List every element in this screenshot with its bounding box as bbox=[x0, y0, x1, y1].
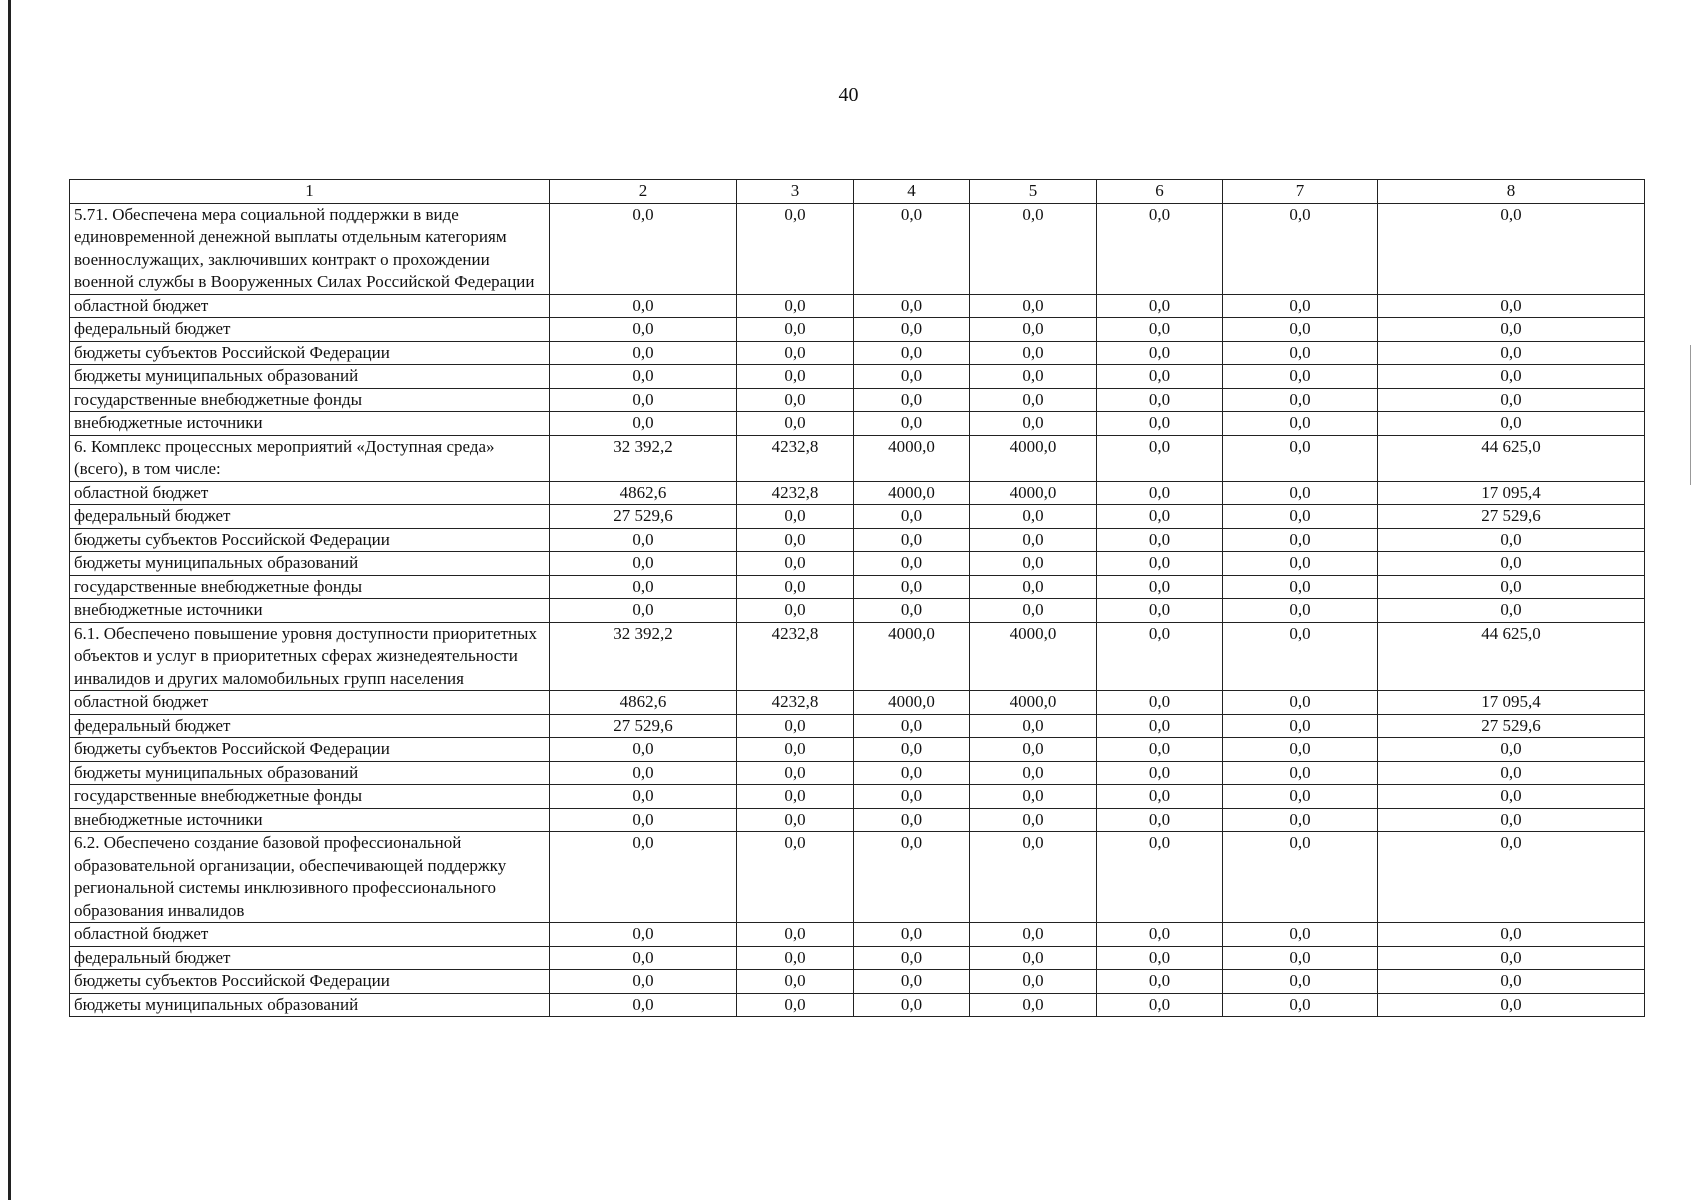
table-row bbox=[70, 435, 1645, 481]
budget-source-label: областной бюджет bbox=[70, 923, 550, 947]
value-cell: 4000,0 bbox=[854, 435, 970, 481]
budget-source-label: внебюджетные источники bbox=[70, 412, 550, 436]
table-header-row bbox=[70, 180, 1645, 204]
value-cell: 0,0 bbox=[1378, 528, 1645, 552]
table-row bbox=[70, 832, 1645, 923]
value-cell: 4000,0 bbox=[970, 622, 1097, 691]
value-cell: 0,0 bbox=[737, 738, 854, 762]
value-cell: 0,0 bbox=[854, 738, 970, 762]
value-cell: 0,0 bbox=[550, 738, 737, 762]
table-row bbox=[70, 365, 1645, 389]
value-cell: 0,0 bbox=[1378, 203, 1645, 294]
table-row bbox=[70, 714, 1645, 738]
value-cell: 0,0 bbox=[1378, 923, 1645, 947]
value-cell: 0,0 bbox=[550, 528, 737, 552]
value-cell: 17 095,4 bbox=[1378, 481, 1645, 505]
value-cell: 0,0 bbox=[737, 946, 854, 970]
value-cell: 0,0 bbox=[737, 923, 854, 947]
value-cell: 0,0 bbox=[1378, 575, 1645, 599]
value-cell: 0,0 bbox=[737, 761, 854, 785]
value-cell: 0,0 bbox=[1378, 365, 1645, 389]
table-row bbox=[70, 691, 1645, 715]
column-header: 3 bbox=[737, 180, 854, 204]
value-cell: 0,0 bbox=[970, 970, 1097, 994]
value-cell: 4000,0 bbox=[854, 481, 970, 505]
budget-source-label: бюджеты субъектов Российской Федерации bbox=[70, 341, 550, 365]
column-header: 6 bbox=[1097, 180, 1223, 204]
budget-source-label: бюджеты муниципальных образований bbox=[70, 365, 550, 389]
value-cell: 0,0 bbox=[854, 993, 970, 1017]
value-cell: 0,0 bbox=[737, 365, 854, 389]
value-cell: 0,0 bbox=[1223, 318, 1378, 342]
value-cell: 0,0 bbox=[1097, 575, 1223, 599]
value-cell: 0,0 bbox=[737, 785, 854, 809]
value-cell: 0,0 bbox=[1378, 738, 1645, 762]
value-cell: 0,0 bbox=[1223, 203, 1378, 294]
value-cell: 0,0 bbox=[854, 599, 970, 623]
value-cell: 0,0 bbox=[1378, 294, 1645, 318]
value-cell: 0,0 bbox=[970, 808, 1097, 832]
budget-source-label: бюджеты муниципальных образований bbox=[70, 761, 550, 785]
value-cell: 0,0 bbox=[1223, 505, 1378, 529]
budget-source-label: бюджеты муниципальных образований bbox=[70, 993, 550, 1017]
value-cell: 0,0 bbox=[970, 505, 1097, 529]
value-cell: 0,0 bbox=[970, 993, 1097, 1017]
value-cell: 0,0 bbox=[854, 970, 970, 994]
budget-source-label: федеральный бюджет bbox=[70, 714, 550, 738]
value-cell: 44 625,0 bbox=[1378, 622, 1645, 691]
value-cell: 0,0 bbox=[854, 505, 970, 529]
value-cell: 0,0 bbox=[1223, 435, 1378, 481]
value-cell: 0,0 bbox=[550, 599, 737, 623]
budget-source-label: бюджеты муниципальных образований bbox=[70, 552, 550, 576]
value-cell: 0,0 bbox=[1223, 808, 1378, 832]
budget-source-label: бюджеты субъектов Российской Федерации bbox=[70, 528, 550, 552]
budget-source-label: внебюджетные источники bbox=[70, 808, 550, 832]
value-cell: 0,0 bbox=[1378, 412, 1645, 436]
value-cell: 0,0 bbox=[550, 203, 737, 294]
budget-source-label: областной бюджет bbox=[70, 481, 550, 505]
value-cell: 0,0 bbox=[737, 294, 854, 318]
table-row bbox=[70, 761, 1645, 785]
budget-source-label: государственные внебюджетные фонды bbox=[70, 575, 550, 599]
value-cell: 0,0 bbox=[737, 575, 854, 599]
table-row bbox=[70, 412, 1645, 436]
value-cell: 4862,6 bbox=[550, 691, 737, 715]
value-cell: 0,0 bbox=[1223, 785, 1378, 809]
value-cell: 0,0 bbox=[854, 808, 970, 832]
value-cell: 4232,8 bbox=[737, 481, 854, 505]
value-cell: 0,0 bbox=[1223, 575, 1378, 599]
value-cell: 0,0 bbox=[550, 808, 737, 832]
value-cell: 4232,8 bbox=[737, 691, 854, 715]
value-cell: 0,0 bbox=[854, 365, 970, 389]
value-cell: 4862,6 bbox=[550, 481, 737, 505]
value-cell: 0,0 bbox=[854, 318, 970, 342]
value-cell: 0,0 bbox=[970, 294, 1097, 318]
table-row bbox=[70, 808, 1645, 832]
value-cell: 0,0 bbox=[1097, 412, 1223, 436]
value-cell: 0,0 bbox=[550, 365, 737, 389]
table-row bbox=[70, 528, 1645, 552]
value-cell: 0,0 bbox=[1378, 832, 1645, 923]
value-cell: 4232,8 bbox=[737, 435, 854, 481]
value-cell: 0,0 bbox=[970, 946, 1097, 970]
value-cell: 0,0 bbox=[737, 552, 854, 576]
value-cell: 0,0 bbox=[1097, 714, 1223, 738]
table-row bbox=[70, 785, 1645, 809]
value-cell: 0,0 bbox=[1097, 738, 1223, 762]
value-cell: 0,0 bbox=[1097, 505, 1223, 529]
table-row bbox=[70, 552, 1645, 576]
column-header: 1 bbox=[70, 180, 550, 204]
value-cell: 0,0 bbox=[1223, 412, 1378, 436]
budget-source-label: областной бюджет bbox=[70, 294, 550, 318]
value-cell: 0,0 bbox=[1097, 341, 1223, 365]
value-cell: 0,0 bbox=[1223, 946, 1378, 970]
value-cell: 0,0 bbox=[550, 993, 737, 1017]
value-cell: 0,0 bbox=[1097, 970, 1223, 994]
value-cell: 44 625,0 bbox=[1378, 435, 1645, 481]
scan-right-mark bbox=[1690, 345, 1691, 485]
value-cell: 4000,0 bbox=[970, 481, 1097, 505]
value-cell: 0,0 bbox=[970, 785, 1097, 809]
value-cell: 0,0 bbox=[970, 832, 1097, 923]
value-cell: 0,0 bbox=[854, 388, 970, 412]
value-cell: 0,0 bbox=[1223, 365, 1378, 389]
value-cell: 0,0 bbox=[1097, 318, 1223, 342]
value-cell: 0,0 bbox=[854, 832, 970, 923]
value-cell: 0,0 bbox=[970, 203, 1097, 294]
value-cell: 0,0 bbox=[1378, 341, 1645, 365]
value-cell: 0,0 bbox=[1097, 761, 1223, 785]
value-cell: 0,0 bbox=[854, 341, 970, 365]
value-cell: 4000,0 bbox=[970, 691, 1097, 715]
value-cell: 0,0 bbox=[1097, 435, 1223, 481]
value-cell: 0,0 bbox=[1223, 622, 1378, 691]
value-cell: 32 392,2 bbox=[550, 622, 737, 691]
budget-source-label: бюджеты субъектов Российской Федерации bbox=[70, 738, 550, 762]
value-cell: 27 529,6 bbox=[1378, 505, 1645, 529]
value-cell: 0,0 bbox=[737, 203, 854, 294]
value-cell: 0,0 bbox=[970, 365, 1097, 389]
value-cell: 0,0 bbox=[970, 575, 1097, 599]
budget-source-label: федеральный бюджет bbox=[70, 318, 550, 342]
value-cell: 0,0 bbox=[1097, 622, 1223, 691]
value-cell: 0,0 bbox=[1223, 691, 1378, 715]
value-cell: 0,0 bbox=[1223, 923, 1378, 947]
value-cell: 0,0 bbox=[737, 528, 854, 552]
value-cell: 0,0 bbox=[737, 599, 854, 623]
activity-label: 6.2. Обеспечено создание базовой профессиональной образовательной организации, обеспечивающей поддержку региональной системы инклюзивного профессионального образования инвалидов bbox=[70, 832, 550, 923]
value-cell: 0,0 bbox=[1097, 785, 1223, 809]
value-cell: 0,0 bbox=[1223, 481, 1378, 505]
value-cell: 0,0 bbox=[970, 714, 1097, 738]
value-cell: 0,0 bbox=[1097, 923, 1223, 947]
value-cell: 0,0 bbox=[854, 946, 970, 970]
value-cell: 0,0 bbox=[1378, 761, 1645, 785]
value-cell: 0,0 bbox=[1378, 785, 1645, 809]
value-cell: 0,0 bbox=[1223, 294, 1378, 318]
value-cell: 0,0 bbox=[970, 341, 1097, 365]
activity-label: 5.71. Обеспечена мера социальной поддержки в виде единовременной денежной выплаты отдельным категориям военнослужащих, заключивших контракт о прохождении военной службы в Вооруженных Силах Российской Федерации bbox=[70, 203, 550, 294]
value-cell: 0,0 bbox=[1223, 738, 1378, 762]
value-cell: 0,0 bbox=[550, 761, 737, 785]
activity-label: 6.1. Обеспечено повышение уровня доступности приоритетных объектов и услуг в приоритетных сферах жизнедеятельности инвалидов и других маломобильных групп населения bbox=[70, 622, 550, 691]
budget-table bbox=[69, 179, 1645, 1017]
value-cell: 0,0 bbox=[854, 552, 970, 576]
column-header: 4 bbox=[854, 180, 970, 204]
value-cell: 0,0 bbox=[1097, 365, 1223, 389]
value-cell: 0,0 bbox=[737, 388, 854, 412]
value-cell: 0,0 bbox=[550, 832, 737, 923]
value-cell: 0,0 bbox=[970, 528, 1097, 552]
budget-source-label: федеральный бюджет bbox=[70, 505, 550, 529]
value-cell: 0,0 bbox=[1223, 388, 1378, 412]
value-cell: 17 095,4 bbox=[1378, 691, 1645, 715]
value-cell: 0,0 bbox=[970, 738, 1097, 762]
value-cell: 0,0 bbox=[1378, 388, 1645, 412]
value-cell: 0,0 bbox=[737, 318, 854, 342]
value-cell: 0,0 bbox=[1097, 294, 1223, 318]
value-cell: 0,0 bbox=[550, 318, 737, 342]
value-cell: 4000,0 bbox=[854, 691, 970, 715]
value-cell: 27 529,6 bbox=[550, 714, 737, 738]
value-cell: 0,0 bbox=[1223, 970, 1378, 994]
value-cell: 0,0 bbox=[970, 552, 1097, 576]
table-row bbox=[70, 970, 1645, 994]
value-cell: 0,0 bbox=[1097, 599, 1223, 623]
value-cell: 0,0 bbox=[1223, 761, 1378, 785]
value-cell: 0,0 bbox=[1223, 599, 1378, 623]
value-cell: 0,0 bbox=[1378, 970, 1645, 994]
value-cell: 0,0 bbox=[1223, 528, 1378, 552]
value-cell: 0,0 bbox=[737, 341, 854, 365]
value-cell: 0,0 bbox=[854, 575, 970, 599]
value-cell: 0,0 bbox=[854, 203, 970, 294]
value-cell: 0,0 bbox=[970, 923, 1097, 947]
budget-source-label: бюджеты субъектов Российской Федерации bbox=[70, 970, 550, 994]
value-cell: 0,0 bbox=[1097, 691, 1223, 715]
budget-source-label: областной бюджет bbox=[70, 691, 550, 715]
value-cell: 27 529,6 bbox=[550, 505, 737, 529]
column-header: 5 bbox=[970, 180, 1097, 204]
value-cell: 4000,0 bbox=[970, 435, 1097, 481]
value-cell: 0,0 bbox=[1223, 993, 1378, 1017]
value-cell: 0,0 bbox=[1097, 993, 1223, 1017]
value-cell: 0,0 bbox=[737, 970, 854, 994]
value-cell: 32 392,2 bbox=[550, 435, 737, 481]
value-cell: 0,0 bbox=[1097, 832, 1223, 923]
table-row bbox=[70, 993, 1645, 1017]
value-cell: 0,0 bbox=[737, 505, 854, 529]
table-row bbox=[70, 738, 1645, 762]
value-cell: 0,0 bbox=[550, 341, 737, 365]
value-cell: 0,0 bbox=[1223, 714, 1378, 738]
value-cell: 0,0 bbox=[854, 528, 970, 552]
value-cell: 0,0 bbox=[1097, 808, 1223, 832]
value-cell: 0,0 bbox=[1097, 946, 1223, 970]
value-cell: 0,0 bbox=[1378, 599, 1645, 623]
value-cell: 0,0 bbox=[854, 923, 970, 947]
value-cell: 0,0 bbox=[1223, 341, 1378, 365]
value-cell: 0,0 bbox=[1378, 808, 1645, 832]
value-cell: 0,0 bbox=[550, 970, 737, 994]
table-row bbox=[70, 946, 1645, 970]
value-cell: 0,0 bbox=[550, 388, 737, 412]
value-cell: 0,0 bbox=[550, 294, 737, 318]
value-cell: 0,0 bbox=[550, 785, 737, 809]
value-cell: 0,0 bbox=[854, 714, 970, 738]
value-cell: 0,0 bbox=[737, 993, 854, 1017]
page-number: 40 bbox=[838, 84, 859, 106]
column-header: 8 bbox=[1378, 180, 1645, 204]
value-cell: 0,0 bbox=[970, 599, 1097, 623]
value-cell: 0,0 bbox=[1097, 203, 1223, 294]
value-cell: 0,0 bbox=[737, 714, 854, 738]
value-cell: 0,0 bbox=[1378, 318, 1645, 342]
value-cell: 0,0 bbox=[737, 412, 854, 436]
table-row bbox=[70, 318, 1645, 342]
value-cell: 0,0 bbox=[1223, 552, 1378, 576]
value-cell: 0,0 bbox=[737, 832, 854, 923]
table-row bbox=[70, 294, 1645, 318]
value-cell: 0,0 bbox=[1097, 528, 1223, 552]
value-cell: 4232,8 bbox=[737, 622, 854, 691]
value-cell: 0,0 bbox=[1223, 832, 1378, 923]
table-row bbox=[70, 341, 1645, 365]
activity-label: 6. Комплекс процессных мероприятий «Доступная среда» (всего), в том числе: bbox=[70, 435, 550, 481]
value-cell: 0,0 bbox=[854, 785, 970, 809]
table-row bbox=[70, 203, 1645, 294]
value-cell: 0,0 bbox=[970, 761, 1097, 785]
table-row bbox=[70, 622, 1645, 691]
value-cell: 0,0 bbox=[1378, 552, 1645, 576]
value-cell: 0,0 bbox=[1097, 388, 1223, 412]
table-row bbox=[70, 575, 1645, 599]
value-cell: 0,0 bbox=[970, 318, 1097, 342]
value-cell: 0,0 bbox=[1378, 993, 1645, 1017]
column-header: 7 bbox=[1223, 180, 1378, 204]
value-cell: 0,0 bbox=[550, 412, 737, 436]
budget-source-label: государственные внебюджетные фонды bbox=[70, 785, 550, 809]
value-cell: 0,0 bbox=[970, 388, 1097, 412]
budget-source-label: государственные внебюджетные фонды bbox=[70, 388, 550, 412]
value-cell: 0,0 bbox=[854, 294, 970, 318]
value-cell: 0,0 bbox=[550, 923, 737, 947]
value-cell: 0,0 bbox=[550, 575, 737, 599]
value-cell: 4000,0 bbox=[854, 622, 970, 691]
value-cell: 0,0 bbox=[854, 761, 970, 785]
value-cell: 0,0 bbox=[1097, 552, 1223, 576]
value-cell: 0,0 bbox=[854, 412, 970, 436]
table-row bbox=[70, 923, 1645, 947]
column-header: 2 bbox=[550, 180, 737, 204]
value-cell: 0,0 bbox=[1378, 946, 1645, 970]
value-cell: 0,0 bbox=[1097, 481, 1223, 505]
table-row bbox=[70, 388, 1645, 412]
table-row bbox=[70, 599, 1645, 623]
value-cell: 0,0 bbox=[550, 946, 737, 970]
value-cell: 0,0 bbox=[550, 552, 737, 576]
table-row bbox=[70, 505, 1645, 529]
value-cell: 0,0 bbox=[737, 808, 854, 832]
value-cell: 27 529,6 bbox=[1378, 714, 1645, 738]
scan-left-edge bbox=[8, 0, 11, 1200]
budget-table-body bbox=[70, 180, 1645, 1017]
budget-source-label: федеральный бюджет bbox=[70, 946, 550, 970]
budget-source-label: внебюджетные источники bbox=[70, 599, 550, 623]
value-cell: 0,0 bbox=[970, 412, 1097, 436]
table-row bbox=[70, 481, 1645, 505]
